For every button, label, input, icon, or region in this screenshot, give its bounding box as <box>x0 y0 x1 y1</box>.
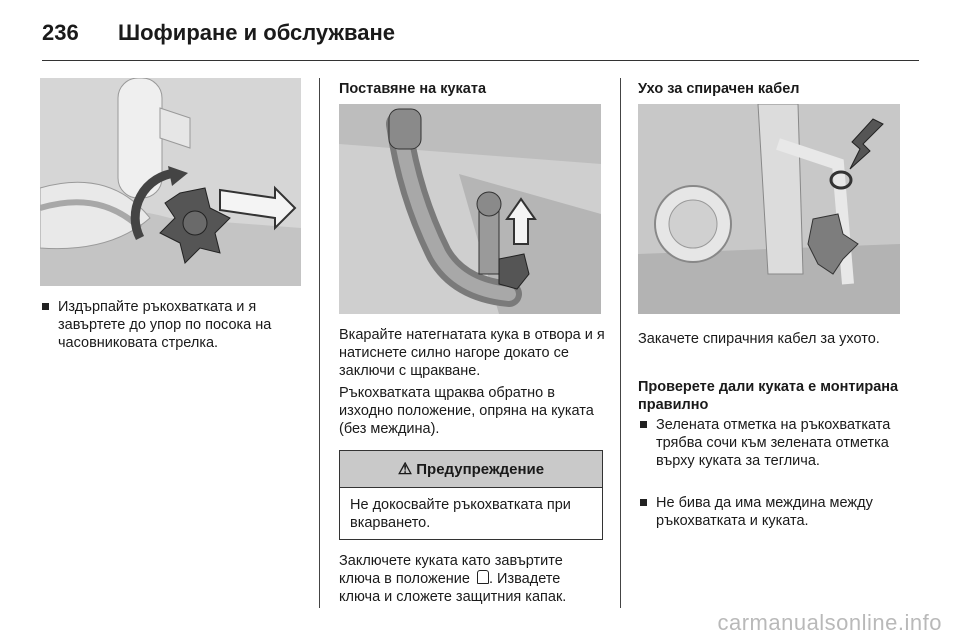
lock-symbol-icon <box>477 570 489 584</box>
column-divider-2 <box>620 78 621 608</box>
header-divider <box>42 60 919 61</box>
page-number: 236 <box>42 20 79 45</box>
lock-text: Заключете куката като завъртите ключа в положение <box>339 553 563 587</box>
bullet-text: Издърпайте ръкохватката и я завъртете до упор по посока на часовниковата стрелка. <box>58 299 272 351</box>
column-divider-1 <box>319 78 320 608</box>
bullet-text: Не бива да има междина между ръкохватката и куката. <box>656 495 873 529</box>
figure-insert-hook <box>339 104 601 314</box>
check-bullet-1 <box>640 416 924 470</box>
bullet-text: Зелената отметка на ръкохватката трябва сочи към зелената отметка върху куката за теглича. <box>656 417 891 469</box>
heading-insert-hook: Поставяне на куката <box>339 81 487 97</box>
lock-text-tail: . Извадете ключа и сложете защитния капак. <box>339 571 567 605</box>
watermark: carmanualsonline.info <box>717 610 942 635</box>
heading-brake-cable-eye: Ухо за спирачен кабел <box>638 81 800 97</box>
bullet-square-icon <box>640 421 647 428</box>
figure-brake-cable-eye <box>638 104 900 314</box>
page-title: Шофиране и обслужване <box>118 20 396 45</box>
warning-body: Не докосвайте ръкохватката при вкарването. <box>350 497 571 531</box>
paragraph-lock <box>339 552 605 606</box>
page-header <box>42 14 922 54</box>
figure-handle-rotation <box>40 78 301 286</box>
bullet-square-icon <box>640 499 647 506</box>
warning-triangle-icon: ⚠ <box>397 461 413 478</box>
paragraph-handle-return: Ръкохватката щраква обратно в изходно положение, опряна на куката (без междина). <box>339 385 594 437</box>
warning-box <box>339 450 603 540</box>
warning-header <box>340 451 602 488</box>
heading-check-mounting: Проверете дали куката е монтирана правилно <box>638 379 899 413</box>
paragraph-attach-cable: Закачете спирачния кабел за ухото. <box>638 331 880 347</box>
check-bullet-2 <box>640 494 924 530</box>
paragraph-insert: Вкарайте натегнатата кука в отвора и я натиснете силно нагоре докато се заключи с щракване. <box>339 327 605 379</box>
instruction-bullet <box>42 298 318 352</box>
bullet-square-icon <box>42 303 49 310</box>
warning-title: Предупреждение <box>416 460 545 478</box>
